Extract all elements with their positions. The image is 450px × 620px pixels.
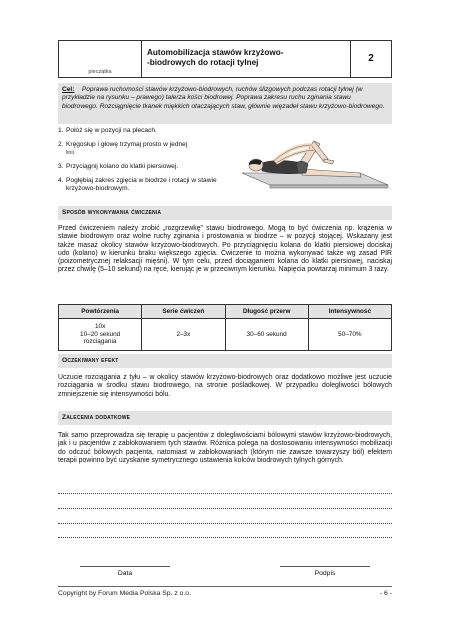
note-line[interactable] <box>58 493 392 495</box>
stamp-label: pieczątka <box>88 69 112 75</box>
table-header-cell: Serie ćwiczeń <box>142 305 225 319</box>
signature-label: Podpis <box>314 570 336 577</box>
note-line[interactable] <box>58 508 392 510</box>
goal-box <box>58 83 392 124</box>
reps-line-2: 10–20 sekund <box>80 330 121 338</box>
stamp-cell <box>59 41 142 77</box>
section-heading-effect: Oczekiwany efekt <box>58 354 392 368</box>
exercise-illustration <box>240 133 390 193</box>
date-label: Data <box>117 570 133 577</box>
parameters-table <box>58 304 392 351</box>
effect-text: Uczucie rozciągania z tyłu – w okolicy stawów krzyżowo-biodrowych oraz dodatkowo możliwe jest uczucie rozciągania w środku stawu biodrowego, na stronie pośladkowej. W przypadku dolegliwości bólowych zmniejszenie się intensywności bólu. <box>58 374 392 398</box>
note-line[interactable] <box>58 537 392 539</box>
reps-line-1: 10x <box>94 323 106 331</box>
reps-line-3: rozciągania <box>83 338 117 346</box>
step-item <box>58 141 228 157</box>
step-text: Kręgosłup i głowę trzymaj prosto w jednej <box>66 141 188 148</box>
table-cell-breaks: 30–60 sekund <box>225 319 308 351</box>
table-header-row <box>59 305 392 319</box>
title-line-1: Automobilizacja stawów krzyżowo- <box>147 48 284 57</box>
table-row <box>59 319 392 351</box>
table-header-cell: Powtórzenia <box>59 305 142 319</box>
signature-line[interactable] <box>280 566 370 568</box>
title-line-2: -biodrowych do rotacji tylnej <box>147 58 259 67</box>
exercise-number: 2 <box>368 53 374 64</box>
footer-copyright: Copyright by Forum Media Polska Sp. z o.o. <box>58 590 191 597</box>
note-line[interactable] <box>58 523 392 525</box>
goal-label: Cel: <box>62 86 75 93</box>
step-item <box>58 177 228 193</box>
step-number: 3. <box>58 163 64 170</box>
step-number: 1. <box>58 127 64 134</box>
table-header-cell: Długość przerw <box>225 305 308 319</box>
step-item <box>58 163 228 171</box>
footer-divider <box>58 586 392 588</box>
section-heading-recommendations: Zalecenia dodatkowe <box>58 411 392 425</box>
table-header-cell: Intensywność <box>308 305 391 319</box>
step-text-small: linii. <box>66 150 76 156</box>
table-cell-intensity: 50–70% <box>308 319 391 351</box>
step-number: 2. <box>58 141 64 148</box>
step-text: Przyciągnij kolano do klatki piersiowej. <box>66 163 179 170</box>
recommendations-text: Tak samo przeprowadza się terapię u pacjentów z dolegliwościami bólowymi stawów krzyżowo-biodrowych, jak i u pacjentów z zablokowaniem tych stawów. Różnica polega na dostosowaniu intensywności mobilizacji do odczuć bólowych pacjenta, natomiast w zablokowaniach (którym nie zawsze towarzyszy ból) efektem terapii powinno być uzyskanie symetrycznego ustawienia kolców biodrowych tylnych górnych. <box>58 432 392 464</box>
date-line[interactable] <box>80 566 170 568</box>
step-text: Pogłębiaj zakres zgięcia w biodrze i rotacji w stawie krzyżowo-biodrowym. <box>66 177 217 192</box>
section-heading-method: Sposób wykonywania ćwiczenia <box>58 206 392 220</box>
step-item <box>58 127 228 135</box>
method-text: Przed ćwiczeniem należy zrobić „rozgrzewkę” stawu biodrowego. Mogą to być ćwiczenia np. krążenia w stawie biodrowym oraz wolne ruchy zginania i prostowania w biodrze – w pozycji stojącej. Wskazany jest także masaż okolicy stawów krzyżowo-biodrowych. Po przyciągnięciu kolana do klatki piersiowej dociskaj udo (kolano) w kierunku braku większego zgięcia. Ćwiczenie to można wykonywać także wg zasad PIR (poizometrycznej relaksacji mięśni). W tym celu, przed dociąganiem kolana do klatki piersiowej, naciskaj przez chwilę (5–10 sekund) na ręce, kierując je w przeciwnym kierunku. Napięcia powtarzaj minimum 3 razy. <box>58 225 392 274</box>
goal-text: Poprawa ruchomości stawów krzyżowo-biodrowych, ruchów ślizgowych podczas rotacji tylnej (w przykładzie na rysunku – prawego) talerza kości biodrowej. Poprawa zakresu ruchu zginania stawu biodrowego. Rozciągnięcie tkanek miękkich otaczających staw, głównie więzadeł stawu krzyżowo-biodrowego. <box>62 86 385 110</box>
table-cell-reps <box>59 319 142 351</box>
step-number: 4. <box>58 177 64 184</box>
steps-list <box>58 127 228 199</box>
table-cell-series: 2–3x <box>142 319 225 351</box>
page-number: - 6 - <box>379 590 392 597</box>
step-text: Połóż się w pozycji na plecach. <box>66 127 157 134</box>
exercise-header <box>58 40 392 78</box>
exercise-title <box>141 41 351 77</box>
